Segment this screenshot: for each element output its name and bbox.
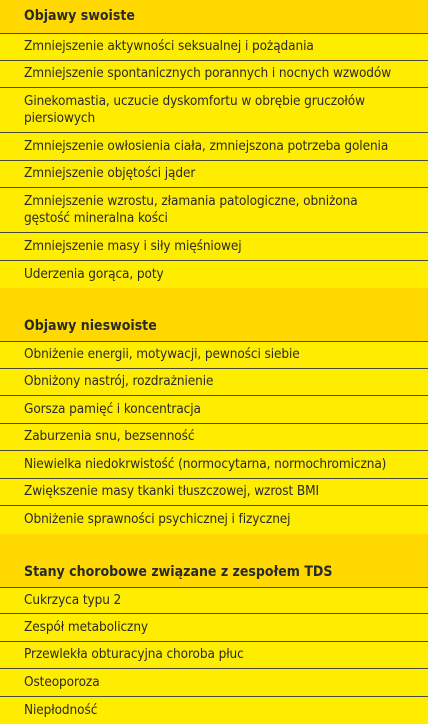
table-row: Zmniejszenie owłosienia ciała, zmniejszona potrzeba golenia	[0, 133, 428, 161]
table-row: Zespół metaboliczny	[0, 614, 428, 642]
section-nonspecific-symptoms	[0, 288, 428, 534]
table-row: Zaburzenia snu, bezsenność	[0, 424, 428, 452]
section-header: Objawy swoiste	[0, 0, 428, 33]
table-row: Zwiększenie masy tkanki tłuszczowej, wzrost BMI	[0, 479, 428, 507]
table-row: Cukrzyca typu 2	[0, 587, 428, 615]
table-row: Niewielka niedokrwistość (normocytarna, normochromiczna)	[0, 451, 428, 479]
table-row: Zmniejszenie aktywności seksualnej i pożądania	[0, 33, 428, 61]
section-related-conditions	[0, 534, 428, 724]
table-row: Ginekomastia, uczucie dyskomfortu w obrębie gruczołów piersiowych	[0, 88, 428, 133]
table-row: Osteoporoza	[0, 669, 428, 697]
table-row: Obniżenie sprawności psychicznej i fizycznej	[0, 506, 428, 534]
section-specific-symptoms	[0, 0, 428, 288]
table-row: Uderzenia gorąca, poty	[0, 261, 428, 289]
table-row: Zmniejszenie masy i siły mięśniowej	[0, 233, 428, 261]
table-row: Niepłodność	[0, 697, 428, 724]
table-row: Obniżony nastrój, rozdrażnienie	[0, 369, 428, 397]
table-row: Zmniejszenie spontanicznych porannych i nocnych wzwodów	[0, 61, 428, 89]
table-row: Obniżenie energii, motywacji, pewności siebie	[0, 341, 428, 369]
section-header: Stany chorobowe związane z zespołem TDS	[0, 534, 428, 587]
table-row: Przewlekła obturacyjna choroba płuc	[0, 642, 428, 670]
section-header: Objawy nieswoiste	[0, 288, 428, 341]
table-row: Zmniejszenie wzrostu, złamania patologiczne, obniżona gęstość mineralna kości	[0, 188, 428, 233]
table-row: Zmniejszenie objętości jąder	[0, 161, 428, 189]
table-row: Gorsza pamięć i koncentracja	[0, 396, 428, 424]
